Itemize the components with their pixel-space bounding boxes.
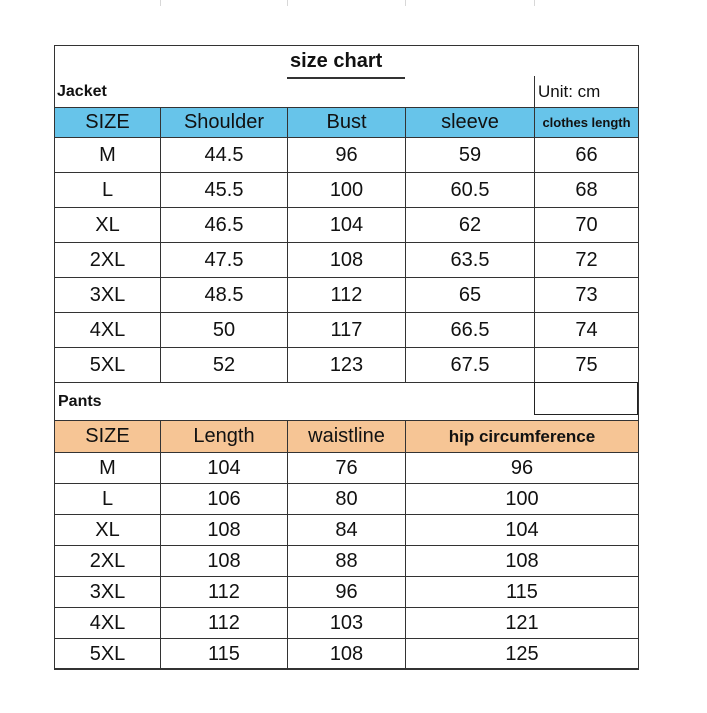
cell: 3XL xyxy=(55,577,161,608)
jacket-header-size: SIZE xyxy=(55,108,161,138)
cell: 2XL xyxy=(55,546,161,577)
cell: 84 xyxy=(288,515,406,546)
cell: 108 xyxy=(288,639,406,670)
cell: 66.5 xyxy=(406,313,535,348)
table-row xyxy=(55,608,639,639)
cell: 4XL xyxy=(55,608,161,639)
table-row xyxy=(55,278,639,313)
cell: 88 xyxy=(288,546,406,577)
cell: XL xyxy=(55,515,161,546)
pants-header-waistline: waistline xyxy=(288,421,406,453)
cell: 115 xyxy=(161,639,288,670)
cell: 62 xyxy=(406,208,535,243)
table-row xyxy=(55,138,639,173)
cell: 103 xyxy=(288,608,406,639)
cell: 50 xyxy=(161,313,288,348)
spreadsheet-gridlines xyxy=(0,0,707,6)
cell: 112 xyxy=(161,608,288,639)
cell: XL xyxy=(55,208,161,243)
jacket-header-shoulder: Shoulder xyxy=(161,108,288,138)
cell: 104 xyxy=(288,208,406,243)
cell: 2XL xyxy=(55,243,161,278)
cell: 47.5 xyxy=(161,243,288,278)
cell: 73 xyxy=(535,278,639,313)
pants-header-length: Length xyxy=(161,421,288,453)
cell: 96 xyxy=(288,138,406,173)
cell: 106 xyxy=(161,484,288,515)
pants-label: Pants xyxy=(58,393,102,410)
table-row xyxy=(55,313,639,348)
cell: 4XL xyxy=(55,313,161,348)
cell: M xyxy=(55,138,161,173)
cell: 5XL xyxy=(55,348,161,383)
cell: 72 xyxy=(535,243,639,278)
title-underline xyxy=(287,77,405,79)
unit-label: Unit: cm xyxy=(538,82,601,101)
table-row xyxy=(55,577,639,608)
cell: 63.5 xyxy=(406,243,535,278)
table-row xyxy=(55,243,639,278)
pants-header-size: SIZE xyxy=(55,421,161,453)
cell: 46.5 xyxy=(161,208,288,243)
cell: 45.5 xyxy=(161,173,288,208)
table-row xyxy=(55,453,639,484)
table-row xyxy=(55,208,639,243)
cell: 76 xyxy=(288,453,406,484)
cell: 104 xyxy=(161,453,288,484)
cell: 108 xyxy=(161,546,288,577)
cell: 117 xyxy=(288,313,406,348)
pants-header-row xyxy=(55,421,639,453)
cell: 104 xyxy=(406,515,639,546)
cell: 67.5 xyxy=(406,348,535,383)
cell: 3XL xyxy=(55,278,161,313)
cell: 48.5 xyxy=(161,278,288,313)
cell: 115 xyxy=(406,577,639,608)
cell: 108 xyxy=(161,515,288,546)
cell: 60.5 xyxy=(406,173,535,208)
cell: 96 xyxy=(406,453,639,484)
table-row xyxy=(55,173,639,208)
table-row xyxy=(55,515,639,546)
jacket-label: Jacket xyxy=(57,83,107,100)
cell: 112 xyxy=(161,577,288,608)
cell: 66 xyxy=(535,138,639,173)
cell: 80 xyxy=(288,484,406,515)
unit-divider xyxy=(534,76,535,107)
cell: 44.5 xyxy=(161,138,288,173)
jacket-header-sleeve: sleeve xyxy=(406,108,535,138)
cell: 108 xyxy=(288,243,406,278)
cell: 125 xyxy=(406,639,639,670)
jacket-header-bust: Bust xyxy=(288,108,406,138)
jacket-table xyxy=(54,107,639,383)
table-row xyxy=(55,546,639,577)
pants-header-hip: hip circumference xyxy=(406,421,639,453)
chart-title: size chart xyxy=(290,50,383,72)
cell: M xyxy=(55,453,161,484)
cell: 70 xyxy=(535,208,639,243)
pants-table xyxy=(54,420,639,670)
selected-cell[interactable] xyxy=(534,382,638,415)
cell: 68 xyxy=(535,173,639,208)
cell: 108 xyxy=(406,546,639,577)
cell: 5XL xyxy=(55,639,161,670)
jacket-header-clothes-length: clothes length xyxy=(535,108,639,138)
cell: 112 xyxy=(288,278,406,313)
cell: L xyxy=(55,484,161,515)
table-row xyxy=(55,484,639,515)
cell: 100 xyxy=(288,173,406,208)
cell: 65 xyxy=(406,278,535,313)
cell: 52 xyxy=(161,348,288,383)
cell: 100 xyxy=(406,484,639,515)
cell: 75 xyxy=(535,348,639,383)
table-row xyxy=(55,639,639,670)
cell: 121 xyxy=(406,608,639,639)
cell: L xyxy=(55,173,161,208)
cell: 96 xyxy=(288,577,406,608)
cell: 74 xyxy=(535,313,639,348)
cell: 59 xyxy=(406,138,535,173)
jacket-header-row xyxy=(55,108,639,138)
table-row xyxy=(55,348,639,383)
cell: 123 xyxy=(288,348,406,383)
